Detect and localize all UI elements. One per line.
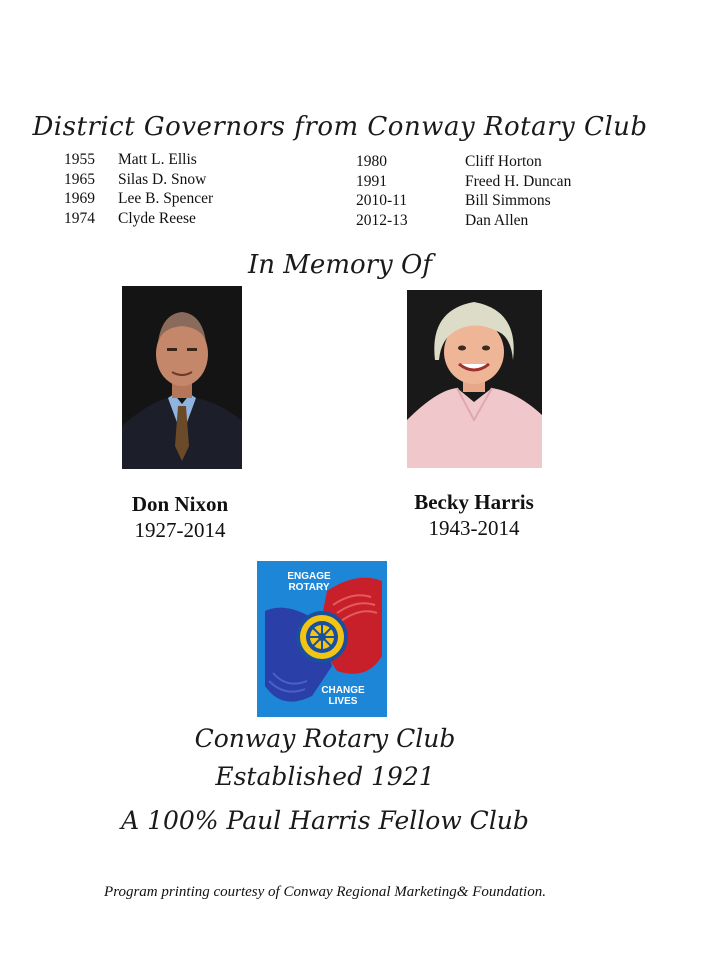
memorial-years-don-nixon: 1927-2014 [134,518,226,542]
governor-row [356,191,571,211]
governor-row [356,211,571,231]
governors-list-left [64,150,213,228]
memorial-name-becky-harris: Becky Harris [414,490,534,514]
governor-row [64,189,213,209]
governor-year: 1974 [64,209,95,227]
governor-name: Clyde Reese [118,209,196,227]
governor-name: Bill Simmons [465,192,551,209]
governor-name: Matt L. Ellis [118,151,197,168]
club-fellow-status: A 100% Paul Harris Fellow Club [121,806,529,835]
logo-text-engage-rotary: ENGAGE ROTARY [287,571,331,593]
memorial-years-becky-harris: 1943-2014 [428,516,520,540]
governor-year: 1969 [64,190,95,207]
club-established: Established 1921 [215,762,435,791]
engage-rotary-logo [257,561,387,717]
portrait-don-nixon [122,286,242,469]
governor-year: 1980 [356,153,387,170]
governor-year: 1965 [64,170,95,188]
governor-name: Silas D. Snow [118,170,207,188]
governors-list-right [356,152,571,230]
governor-year: 2010-11 [356,192,408,209]
governor-name: Dan Allen [465,211,529,229]
governor-year: 2012-13 [356,211,408,229]
governor-row [64,170,213,190]
governor-year: 1991 [356,172,387,190]
footer-credit: Program printing courtesy of Conway Regional Marketing& Foundation. [104,884,546,900]
logo-text-change-lives: CHANGE LIVES [321,685,365,707]
governor-row [64,150,213,170]
memorial-heading: In Memory Of [248,250,432,280]
page-title: District Governors from Conway Rotary Club [32,112,648,142]
governor-name: Lee B. Spencer [118,190,214,207]
governor-name: Freed H. Duncan [465,172,572,190]
club-name: Conway Rotary Club [194,724,456,753]
governor-row [64,209,213,229]
governor-name: Cliff Horton [465,153,542,170]
governor-row [356,152,571,172]
memorial-name-don-nixon: Don Nixon [131,492,229,516]
governor-year: 1955 [64,151,95,168]
governor-row [356,172,571,192]
portrait-becky-harris [407,290,542,468]
